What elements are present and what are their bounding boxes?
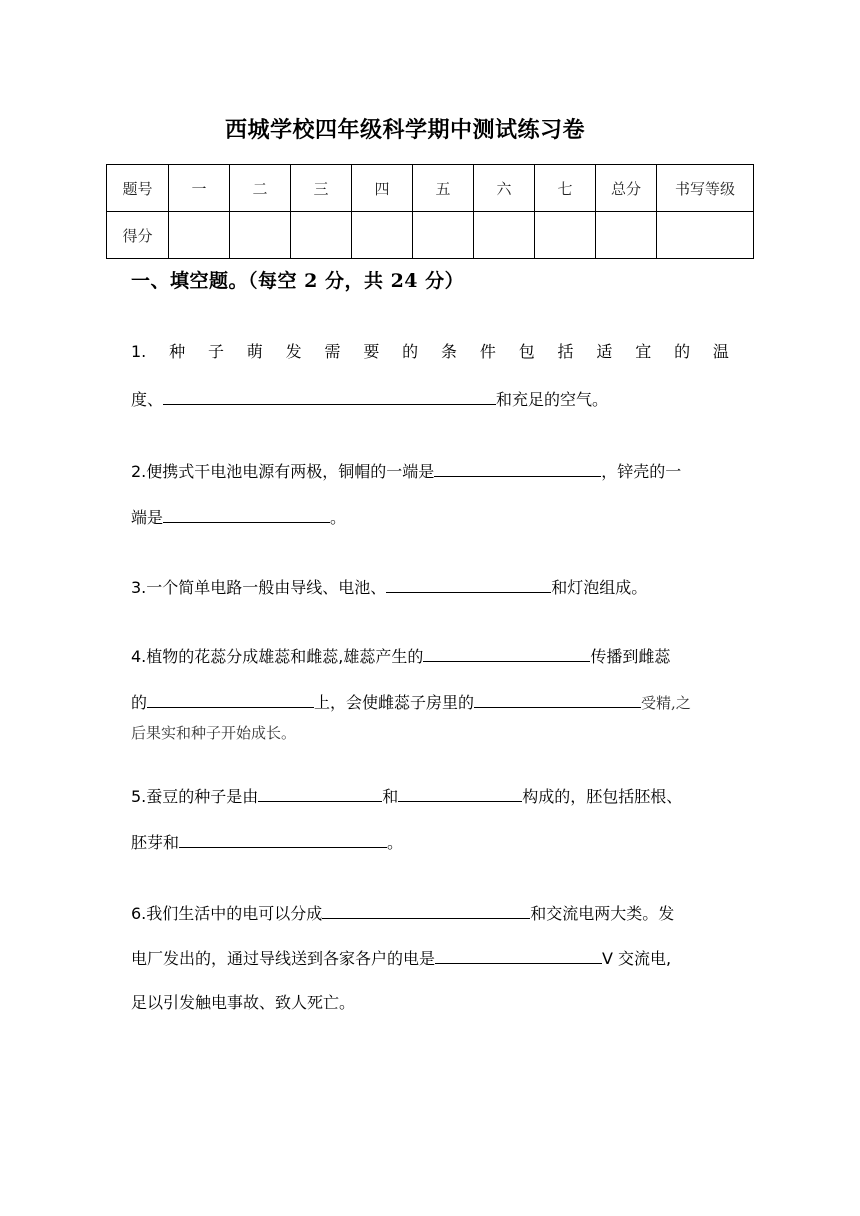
q1-char: 1.	[131, 342, 147, 361]
q1-text: 度、	[131, 390, 164, 409]
q5-text: 和	[382, 787, 399, 806]
q4-text: 受精,之	[641, 694, 691, 712]
answer-blank[interactable]	[386, 577, 551, 593]
q1-char: 的	[402, 342, 419, 361]
q4-text: 4.植物的花蕊分成雄蕊和雌蕊,雄蕊产生的	[131, 647, 424, 666]
question-6-line-2	[131, 948, 731, 968]
score-cell[interactable]	[657, 212, 754, 259]
q6-text: 和交流电两大类。发	[530, 904, 675, 923]
score-cell[interactable]	[352, 212, 413, 259]
question-4-line-1	[131, 646, 731, 666]
q1-char: 适	[596, 342, 613, 361]
question-5-line-2	[131, 832, 731, 852]
question-5-line-1	[131, 786, 731, 806]
score-table	[106, 164, 754, 259]
answer-blank[interactable]	[163, 389, 496, 405]
header-cell: 总分	[596, 165, 657, 212]
q6-text: V 交流电,	[602, 949, 672, 968]
q1-char: 的	[674, 342, 691, 361]
q5-text: 5.蚕豆的种子是由	[131, 787, 259, 806]
header-cell: 书写等级	[657, 165, 754, 212]
score-cell[interactable]	[230, 212, 291, 259]
score-cell[interactable]	[291, 212, 352, 259]
q3-text: 3.一个简单电路一般由导线、电池、	[131, 578, 387, 597]
header-cell: 七	[535, 165, 596, 212]
q2-text: 2.便携式干电池电源有两极，铜帽的一端是	[131, 462, 435, 481]
q2-text: ，锌壳的一	[601, 462, 682, 481]
q1-char: 发	[285, 342, 302, 361]
q1-char: 要	[363, 342, 380, 361]
q2-text: 。	[330, 508, 347, 527]
section-heading: 一、填空题。（每空 2 分，共 24 分）	[131, 270, 465, 292]
answer-blank[interactable]	[434, 461, 601, 477]
score-table-score-row	[107, 212, 754, 259]
q1-char: 萌	[246, 342, 263, 361]
answer-blank[interactable]	[163, 507, 330, 523]
q5-text: 。	[387, 833, 404, 852]
question-2-line-1	[131, 461, 731, 481]
q1-char: 种	[169, 342, 186, 361]
header-cell: 三	[291, 165, 352, 212]
question-1-spread-text	[131, 343, 729, 361]
row-label-cell: 得分	[107, 212, 169, 259]
q1-char: 子	[207, 342, 224, 361]
q1-char: 宜	[635, 342, 652, 361]
q3-text: 和灯泡组成。	[551, 578, 648, 597]
score-cell[interactable]	[474, 212, 535, 259]
q5-text: 构成的，胚包括胚根、	[522, 787, 683, 806]
score-cell[interactable]	[169, 212, 230, 259]
answer-blank[interactable]	[258, 786, 382, 802]
question-4-line-3: 后果实和种子开始成长。	[131, 724, 297, 742]
answer-blank[interactable]	[423, 646, 590, 662]
q1-char: 条	[441, 342, 458, 361]
q5-text: 胚芽和	[131, 833, 180, 852]
question-1-line-2	[131, 389, 731, 409]
header-cell: 六	[474, 165, 535, 212]
q1-text: 和充足的空气。	[496, 390, 609, 409]
question-4-line-2	[131, 692, 731, 712]
score-cell[interactable]	[413, 212, 474, 259]
question-2-line-2	[131, 507, 731, 527]
q4-text: 的	[131, 693, 148, 712]
answer-blank[interactable]	[474, 692, 641, 708]
header-cell: 题号	[107, 165, 169, 212]
question-6-line-1	[131, 903, 731, 923]
page-title: 西城学校四年级科学期中测试练习卷	[224, 118, 585, 143]
q1-char: 包	[518, 342, 535, 361]
q1-char: 需	[324, 342, 341, 361]
q1-char: 温	[712, 342, 729, 361]
q1-char: 括	[557, 342, 574, 361]
q6-text: 电厂发出的，通过导线送到各家各户的电是	[131, 949, 436, 968]
header-cell: 二	[230, 165, 291, 212]
header-cell: 五	[413, 165, 474, 212]
score-cell[interactable]	[535, 212, 596, 259]
q4-text: 上，会使雌蕊子房里的	[314, 693, 475, 712]
answer-blank[interactable]	[179, 832, 387, 848]
question-1-line-1	[131, 343, 731, 361]
q4-text: 传播到雌蕊	[590, 647, 671, 666]
answer-blank[interactable]	[398, 786, 522, 802]
q2-text: 端是	[131, 508, 164, 527]
header-cell: 四	[352, 165, 413, 212]
answer-blank[interactable]	[322, 903, 530, 919]
score-cell[interactable]	[596, 212, 657, 259]
q1-char: 件	[479, 342, 496, 361]
score-table-header-row	[107, 165, 754, 212]
question-6-line-3: 足以引发触电事故、致人死亡。	[131, 993, 356, 1012]
header-cell: 一	[169, 165, 230, 212]
answer-blank[interactable]	[435, 948, 602, 964]
question-3	[131, 577, 731, 597]
answer-blank[interactable]	[147, 692, 314, 708]
q6-text: 6.我们生活中的电可以分成	[131, 904, 323, 923]
